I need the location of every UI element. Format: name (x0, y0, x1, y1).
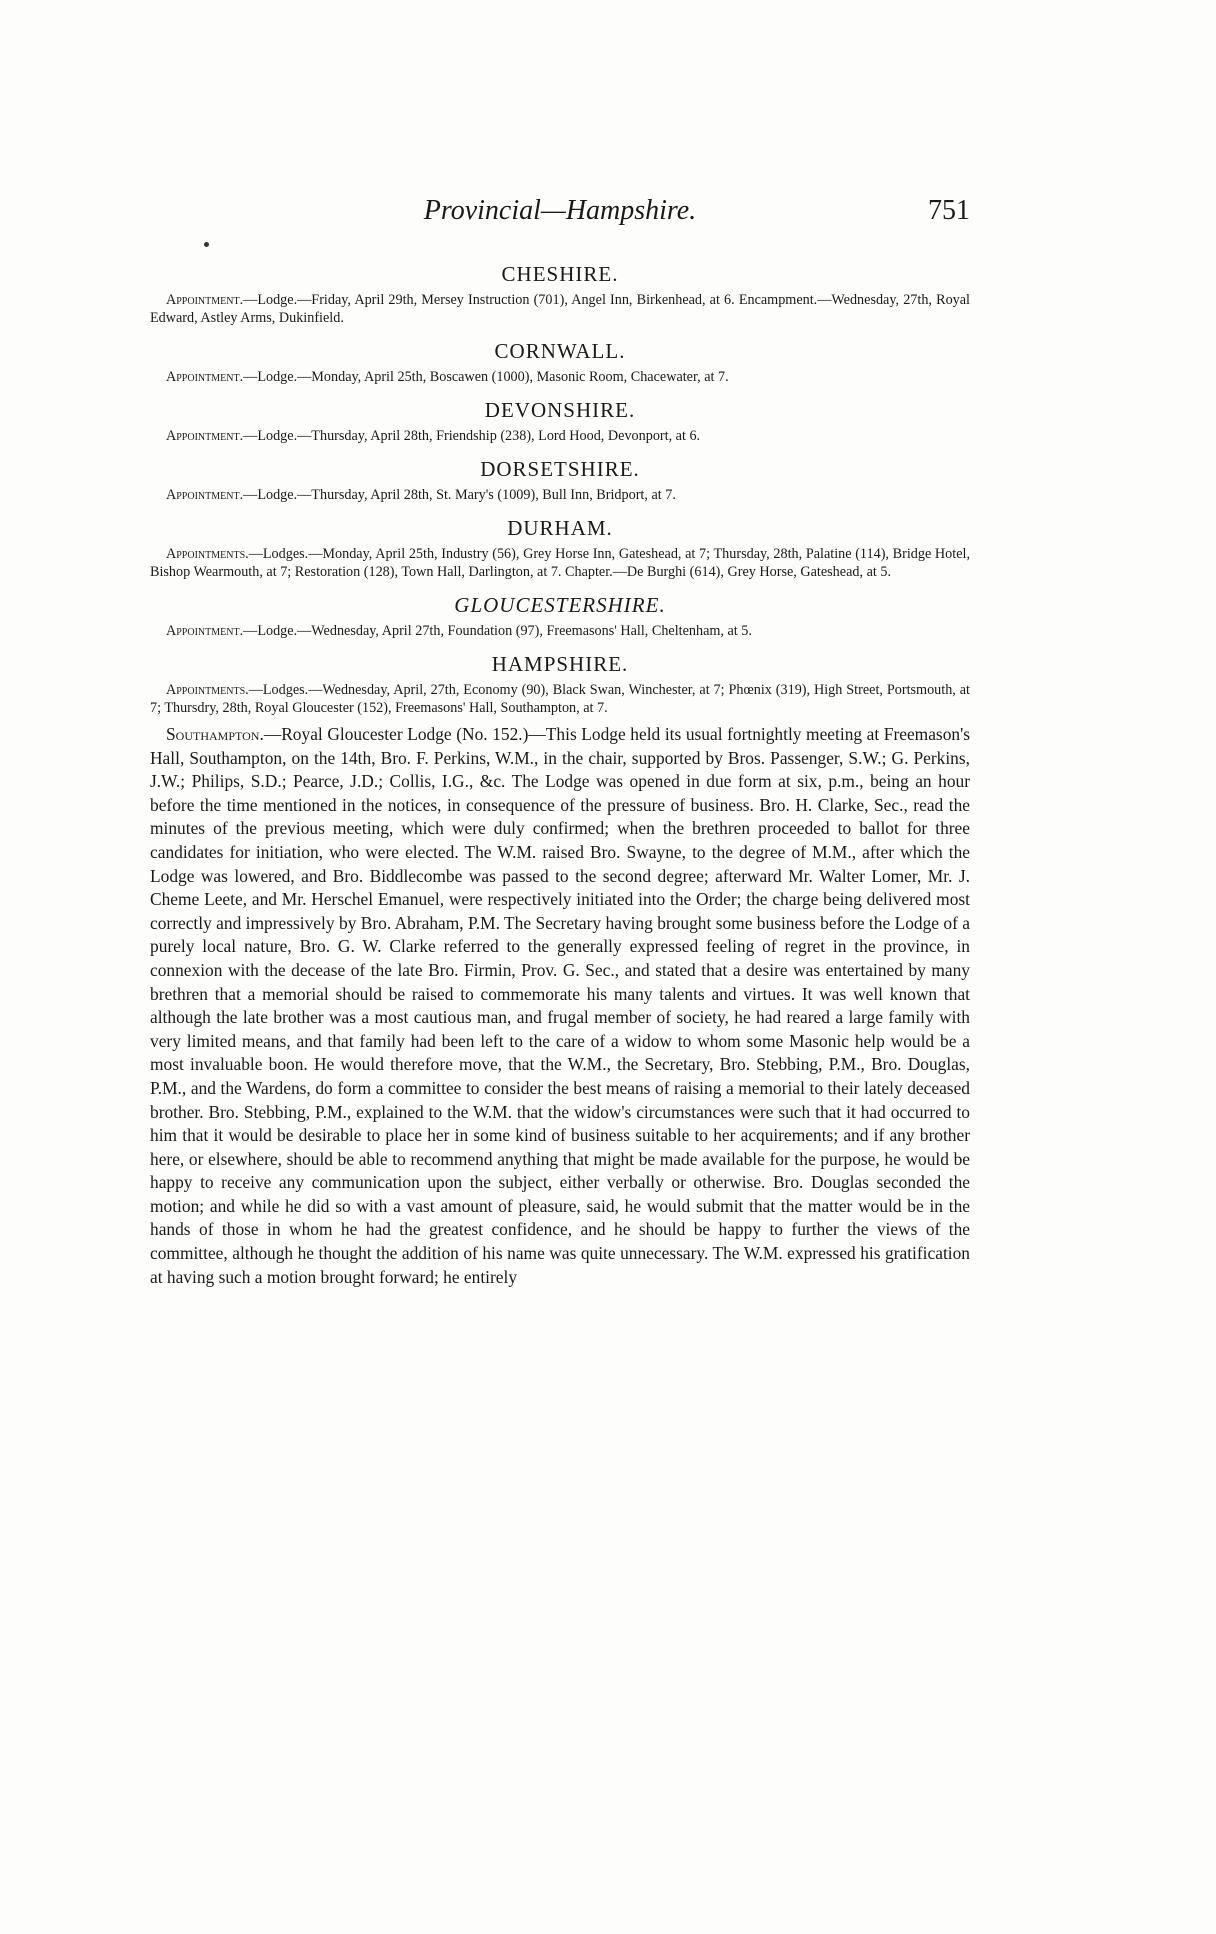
section-dorsetshire (150, 457, 970, 504)
appointment-details: —Lodges.—Wednesday, April, 27th, Economy (90), Black Swan, Winchester, at 7; Phœnix (319), High Street, Portsmouth, at 7; Thursdry, 28th, Royal Gloucester (152), Freemasons' Hall, Southampton, at 7. (150, 682, 970, 716)
appointment-details: —Lodges.—Monday, April 25th, Industry (56), Grey Horse Inn, Gateshead, at 7; Thursday, 28th, Palatine (114), Bridge Hotel, Bishop Wearmouth, at 7; Restoration (128), Town Hall, Darlington, at 7. Chapter.—De Burghi (614), Grey Horse, Gateshead, at 5. (150, 546, 970, 580)
appointment-label: Appointments. (166, 546, 249, 562)
county-heading: GLOUCESTERSHIRE. (454, 593, 666, 617)
section-devonshire (150, 398, 970, 445)
section-durham (150, 516, 970, 581)
appointment-details: —Lodge.—Thursday, April 28th, Friendship (238), Lord Hood, Devonport, at 6. (243, 428, 701, 444)
report-place: Southampton. (166, 724, 264, 744)
lodge-report (150, 723, 970, 1289)
report-text: —Royal Gloucester Lodge (No. 152.)—This Lodge held its usual fortnightly meeting at Freemason's Hall, Southampton, on the 14th, Bro. F. Perkins, W.M., in the chair, supported by Bros. Passenger, S.W.; G. Perkins, J.W.; Philips, S.D.; Pearce, J.D.; Collis, I.G., &c. The Lodge was opened in due form at six, p.m., being an hour before the time mentioned in the notices, in consequence of the pressure of business. Bro. H. Clarke, Sec., read the minutes of the previous meeting, which were duly confirmed; when the brethren proceeded to ballot for three candidates for initiation, who were elected. The W.M. raised Bro. Swayne, to the degree of M.M., after which the Lodge was lowered, and Bro. Biddlecombe was passed to the second degree; afterward Mr. Walter Lomer, Mr. J. Cheme Leete, and Mr. Herschel Emanuel, were respectively initiated into the Order; the charge being delivered most correctly and impressively by Bro. Abraham, P.M. The Secretary having brought some business before the Lodge of a purely local nature, Bro. G. W. Clarke referred to the generally expressed feeling of regret in the province, in connexion with the decease of the late Bro. Firmin, Prov. G. Sec., and stated that a desire was entertained by many brethren that a memorial should be raised to commemorate his many talents and virtues. It was well known that although the late brother was a most cautious man, and frugal member of society, he had reared a large family with very limited means, and that family had been left to the care of a widow to whom some Masonic help would be a most invaluable boon. He would therefore move, that the W.M., the Secretary, Bro. Stebbing, P.M., Bro. Douglas, P.M., and the Wardens, do form a committee to consider the best means of raising a memorial to their lately deceased brother. Bro. Stebbing, P.M., explained to the W.M. that the widow's circumstances were such that it had occurred to him that it would be desirable to place her in some kind of business suitable to her acquirements; and if any brother here, or elsewhere, should be able to recommend anything that might be made available for the purpose, he would be happy to receive any communication upon the subject, either verbally or otherwise. Bro. Douglas seconded the motion; and while he did so with a vast amount of pleasure, said, he would submit that the matter would be in the hands of those in whom he had the greatest confidence, and he should be happy to further the views of the committee, although he thought the addition of his name was quite unnecessary. The W.M. expressed his gratification at having such a motion brought forward; he entirely (150, 724, 970, 1287)
appointment-label: Appointment. (166, 292, 244, 308)
appointment-label: Appointments. (166, 682, 249, 698)
appointment-label: Appointment. (166, 623, 244, 639)
appointment-details: —Lodge.—Friday, April 29th, Mersey Instruction (701), Angel Inn, Birkenhead, at 6. Encampment.—Wednesday, 27th, Royal Edward, Astley Arms, Dukinfield. (150, 292, 970, 326)
section-cornwall (150, 339, 970, 386)
county-heading: HAMPSHIRE. (491, 652, 629, 676)
appointment-details: —Lodge.—Wednesday, April 27th, Foundation (97), Freemasons' Hall, Cheltenham, at 5. (243, 623, 752, 639)
running-title: Provincial—Hampshire. (423, 195, 697, 226)
page-content (150, 250, 970, 1289)
section-gloucestershire (150, 593, 970, 640)
appointment-text (150, 622, 970, 640)
appointment-label: Appointment. (166, 487, 244, 503)
appointment-details: —Lodge.—Monday, April 25th, Boscawen (1000), Masonic Room, Chacewater, at 7. (243, 369, 729, 385)
appointment-label: Appointment. (166, 369, 244, 385)
page-number: 751 (928, 195, 970, 226)
appointment-label: Appointment. (166, 428, 244, 444)
appointment-text (150, 291, 970, 327)
appointment-text (150, 368, 970, 386)
bullet-mark (204, 242, 209, 247)
appointment-text (150, 681, 970, 717)
section-hampshire (150, 652, 970, 717)
county-heading: DEVONSHIRE. (484, 398, 636, 422)
appointment-details: —Lodge.—Thursday, April 28th, St. Mary's (1009), Bull Inn, Bridport, at 7. (243, 487, 676, 503)
appointment-text (150, 545, 970, 581)
county-heading: CHESHIRE. (501, 262, 619, 286)
running-head (150, 195, 970, 235)
county-heading: DURHAM. (507, 516, 613, 540)
section-cheshire (150, 262, 970, 327)
appointment-text (150, 427, 970, 445)
county-heading: CORNWALL. (494, 339, 626, 363)
appointment-text (150, 486, 970, 504)
county-heading: DORSETSHIRE. (480, 457, 640, 481)
